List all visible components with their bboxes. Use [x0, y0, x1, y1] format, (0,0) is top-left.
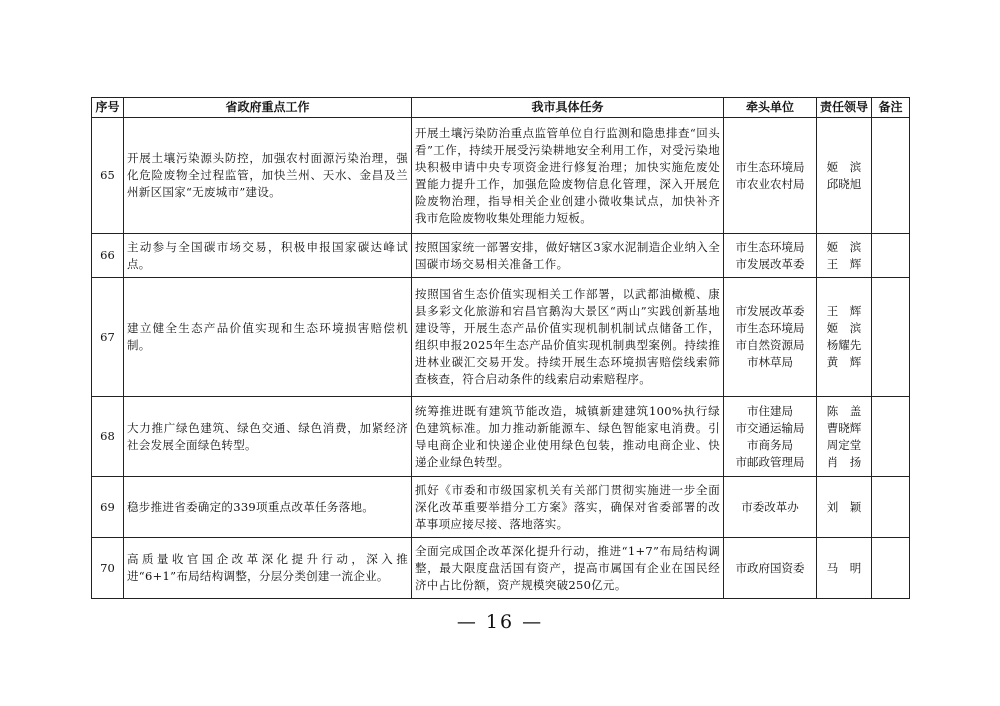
lead-unit: 市农业农村局: [735, 176, 805, 191]
city-task-cell: 全面完成国企改革深化提升行动，推进“1+7”布局结构调整，最大限度盘活国有资产，提高市属国有企业在国民经济中占比份额，资产规模突破250亿元。: [412, 538, 724, 599]
lead-unit-cell: [724, 234, 817, 278]
leader-cell: [817, 234, 872, 278]
lead-unit-cell: [724, 278, 817, 397]
remark-cell: [872, 397, 910, 477]
leader-name: 曹晓辉: [826, 420, 862, 435]
leader-name: 肖 扬: [826, 454, 862, 469]
leader-name: 邱晓旭: [826, 176, 862, 191]
row-number: 69: [92, 477, 124, 538]
lead-unit: 市林草局: [747, 355, 793, 369]
table-row: [92, 118, 910, 234]
provincial-work-cell: 开展土壤污染源头防控，加强农村面源污染治理，强化危险废物全过程监管，加快兰州、天水、金昌及兰州新区国家“无废城市”建设。: [124, 118, 412, 234]
remark-cell: [872, 278, 910, 397]
leader-name: 王 辉: [826, 256, 862, 271]
lead-unit: 市邮政管理局: [735, 454, 805, 469]
leader-name: 马 明: [826, 560, 862, 575]
leader-cell: [817, 278, 872, 397]
lead-unit: 市发展改革委: [735, 304, 805, 318]
lead-unit-cell: [724, 477, 817, 538]
provincial-work-cell: 高质量收官国企改革深化提升行动，深入推进“6+1”布局结构调整，分层分类创建一流企业。: [124, 538, 412, 599]
lead-unit: 市自然资源局: [735, 338, 805, 352]
lead-unit-cell: [724, 397, 817, 477]
table-header-row: [92, 98, 910, 118]
lead-unit: 市发展改革委: [735, 256, 805, 271]
provincial-work-cell: 大力推广绿色建筑、绿色交通、绿色消费，加紧经济社会发展全面绿色转型。: [124, 397, 412, 477]
header-number: 序号: [92, 98, 124, 118]
remark-cell: [872, 118, 910, 234]
task-table: [91, 97, 910, 599]
city-task-cell: 抓好《市委和市级国家机关有关部门贯彻实施进一步全面深化改革重要举措分工方案》落实，确保对省委部署的改革事项应接尽接、落地落实。: [412, 477, 724, 538]
city-task-cell: 按照国省生态价值实现相关工作部署，以武都油橄榄、康县多彩文化旅游和宕昌官鹅沟大景区“两山”实践创新基地建设等，开展生态产品价值实现机制机制试点储备工作，组织申报2025年生态产品价值实现机制典型案例。持续推进林业碳汇交易开发。持续开展生态环境损害赔偿线索筛查核查，符合启动条件的线索启动索赔程序。: [412, 278, 724, 397]
row-number: 66: [92, 234, 124, 278]
table-row: [92, 477, 910, 538]
provincial-work-cell: 建立健全生态产品价值实现和生态环境损害赔偿机制。: [124, 278, 412, 397]
city-task-cell: 开展土壤污染防治重点监管单位自行监测和隐患排查“回头看”工作，持续开展受污染耕地安全利用工作，对受污染地块积极申请中央专项资金进行修复治理；加快实施危废处置能力提升工作，加强危险废物信息化管理，深入开展危险废物治理，指导相关企业创建小微收集试点，加快补齐我市危险废物收集处理能力短板。: [412, 118, 724, 234]
table-row: [92, 397, 910, 477]
provincial-work-cell: 主动参与全国碳市场交易，积极申报国家碳达峰试点。: [124, 234, 412, 278]
table-row: [92, 234, 910, 278]
page-number: — 16 —: [456, 611, 544, 633]
remark-cell: [872, 538, 910, 599]
leader-name: 陈 盖: [826, 403, 862, 418]
leader-name: 姬 滨: [826, 321, 862, 335]
lead-unit-cell: [724, 118, 817, 234]
row-number: 70: [92, 538, 124, 599]
row-number: 68: [92, 397, 124, 477]
lead-unit: 市政府国资委: [735, 560, 805, 575]
lead-unit: 市住建局: [747, 403, 793, 418]
leader-name: 周定堂: [826, 437, 862, 452]
city-task-cell: 按照国家统一部署安排，做好辖区3家水泥制造企业纳入全国碳市场交易相关准备工作。: [412, 234, 724, 278]
lead-unit: 市委改革办: [741, 499, 799, 514]
remark-cell: [872, 477, 910, 538]
lead-unit: 市生态环境局: [735, 239, 805, 254]
header-provincial-work: 省政府重点工作: [124, 98, 412, 118]
city-task-cell: 统筹推进既有建筑节能改造，城镇新建建筑100%执行绿色建筑标准。加力推动新能源车、绿色智能家电消费。引导电商企业和快递企业使用绿色包装，推动电商企业、快递企业绿色转型。: [412, 397, 724, 477]
header-remarks: 备注: [872, 98, 910, 118]
lead-unit: 市交通运输局: [735, 420, 805, 435]
provincial-work-cell: 稳步推进省委确定的339项重点改革任务落地。: [124, 477, 412, 538]
leader-cell: [817, 397, 872, 477]
table-row: [92, 278, 910, 397]
header-city-task: 我市具体任务: [412, 98, 724, 118]
lead-unit: 市商务局: [747, 437, 793, 452]
leader-name: 姬 滨: [826, 159, 862, 174]
row-number: 65: [92, 118, 124, 234]
leader-name: 杨耀先: [826, 338, 862, 352]
header-lead-unit: 牵头单位: [724, 98, 817, 118]
leader-name: 黄 辉: [826, 355, 862, 369]
leader-name: 姬 滨: [826, 239, 862, 254]
table-row: [92, 538, 910, 599]
leader-name: 王 辉: [826, 304, 862, 318]
remark-cell: [872, 234, 910, 278]
leader-name: 刘 颖: [826, 499, 862, 514]
header-responsible-leader: 责任领导: [817, 98, 872, 118]
leader-cell: [817, 118, 872, 234]
lead-unit-cell: [724, 538, 817, 599]
leader-cell: [817, 477, 872, 538]
lead-unit: 市生态环境局: [735, 159, 805, 174]
leader-cell: [817, 538, 872, 599]
lead-unit: 市生态环境局: [735, 321, 805, 335]
row-number: 67: [92, 278, 124, 397]
